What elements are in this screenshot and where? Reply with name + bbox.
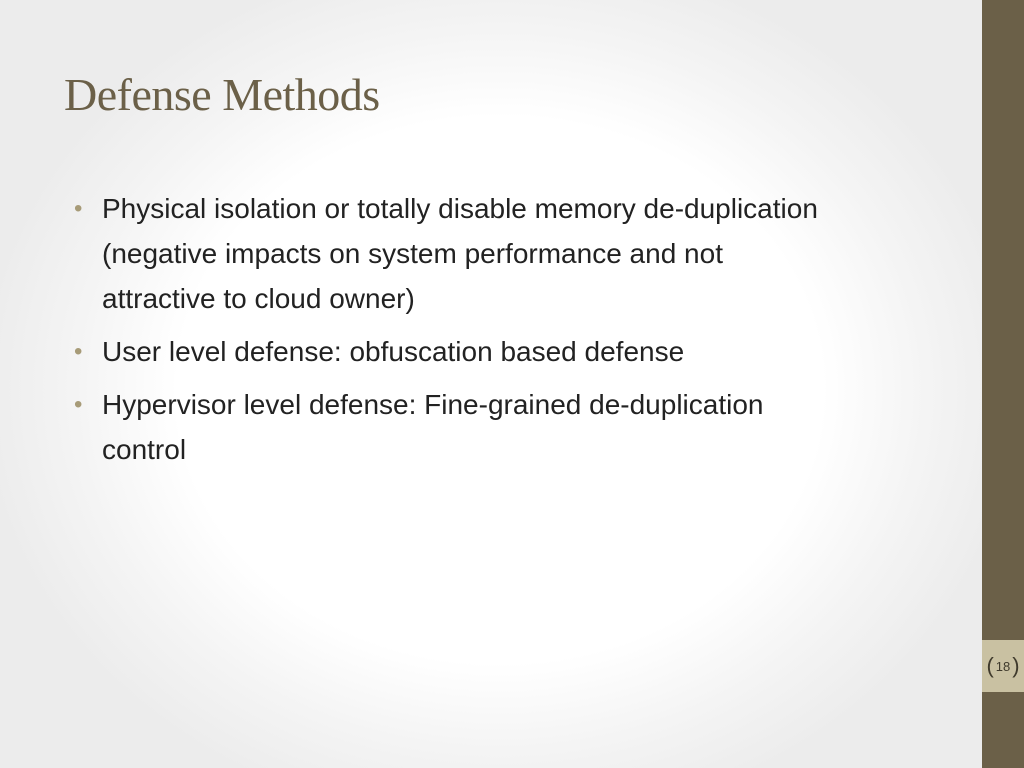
bullet-item-2 bbox=[74, 329, 834, 374]
page-number-close-bracket: ) bbox=[1012, 653, 1020, 678]
page-number-open-bracket: ( bbox=[986, 653, 994, 678]
page-number-badge bbox=[982, 640, 1024, 692]
bullet-text-3: Hypervisor level defense: Fine-grained de-duplication control bbox=[102, 389, 764, 465]
bullet-dot-icon: • bbox=[74, 195, 83, 222]
bullet-dot-icon: • bbox=[74, 338, 83, 365]
page-number: 18 bbox=[995, 658, 1011, 674]
bullet-dot-icon: • bbox=[74, 391, 83, 418]
bullet-item-1 bbox=[74, 186, 834, 321]
bullet-text-2: User level defense: obfuscation based defense bbox=[102, 336, 685, 367]
slide-title: Defense Methods bbox=[64, 69, 380, 120]
bullet-text-1: Physical isolation or totally disable memory de-duplication (negative impacts on system performance and not attractive to cloud owner) bbox=[102, 193, 818, 314]
bullet-item-3 bbox=[74, 382, 834, 472]
bullet-list bbox=[74, 186, 834, 480]
